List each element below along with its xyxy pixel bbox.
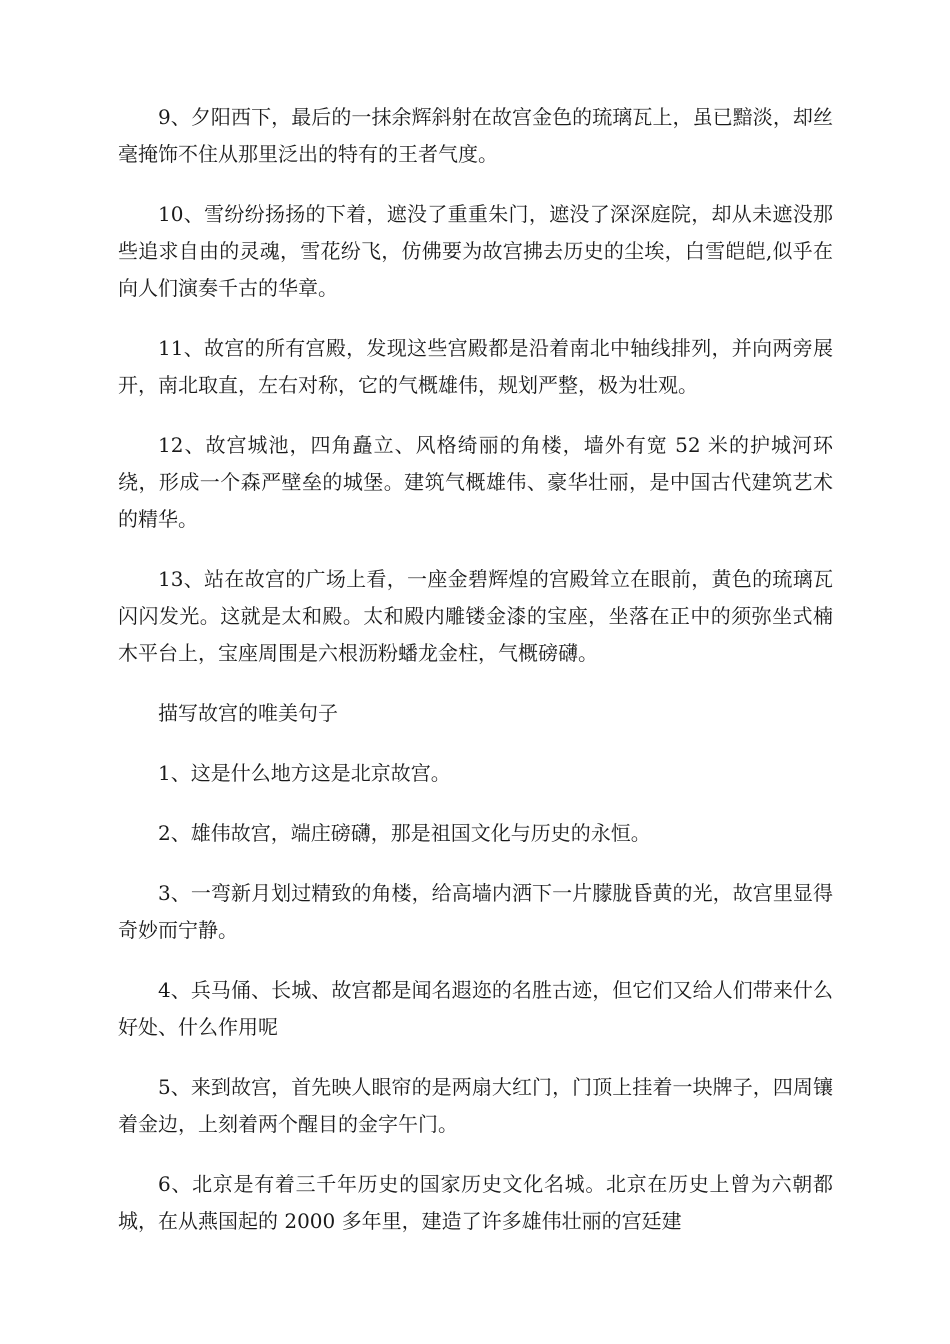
paragraph-13: 13、站在故宫的广场上看，一座金碧辉煌的宫殿耸立在眼前，黄色的琉璃瓦闪闪发光。这就是太和殿。太和殿内雕镂金漆的宝座，坐落在正中的须弥坐式楠木平台上，宝座周围是六根沥粉蟠龙金柱，气概磅礴。 xyxy=(118,567,833,665)
paragraph-10: 10、雪纷纷扬扬的下着，遮没了重重朱门，遮没了深深庭院，却从未遮没那些追求自由的灵魂，雪花纷飞，仿佛要为故宫拂去历史的尘埃，白雪皑皑,似乎在向人们演奏千古的华章。 xyxy=(118,202,833,300)
sentence-4: 4、兵马俑、长城、故宫都是闻名遐迩的名胜古迹，但它们又给人们带来什么好处、什么作用呢 xyxy=(118,978,833,1039)
sentence-5: 5、来到故宫，首先映人眼帘的是两扇大红门，门顶上挂着一块牌子，四周镶着金边，上刻着两个醒目的金字午门。 xyxy=(118,1075,833,1136)
sentence-2: 2、雄伟故宫，端庄磅礴，那是祖国文化与历史的永恒。 xyxy=(158,821,651,845)
sentence-6: 6、北京是有着三千年历史的国家历史文化名城。北京在历史上曾为六朝都城，在从燕国起的 2000 多年里，建造了许多雄伟壮丽的宫廷建 xyxy=(118,1172,833,1233)
paragraph-9: 9、夕阳西下，最后的一抹余辉斜射在故宫金色的琉璃瓦上，虽已黯淡，却丝毫掩饰不住从那里泛出的特有的王者气度。 xyxy=(118,105,833,166)
paragraph-12: 12、故宫城池，四角矗立、风格绮丽的角楼，墙外有宽 52 米的护城河环绕，形成一个森严壁垒的城堡。建筑气概雄伟、豪华壮丽，是中国古代建筑艺术的精华。 xyxy=(118,433,833,531)
section-heading: 描写故宫的唯美句子 xyxy=(158,701,338,725)
paragraph-11: 11、故宫的所有宫殿，发现这些宫殿都是沿着南北中轴线排列，并向两旁展开，南北取直，左右对称，它的气概雄伟，规划严整，极为壮观。 xyxy=(118,336,833,397)
sentence-1: 1、这是什么地方这是北京故宫。 xyxy=(158,761,451,785)
sentence-3: 3、一弯新月划过精致的角楼，给高墙内洒下一片朦胧昏黄的光，故宫里显得奇妙而宁静。 xyxy=(118,881,833,942)
document-page xyxy=(118,99,833,1263)
